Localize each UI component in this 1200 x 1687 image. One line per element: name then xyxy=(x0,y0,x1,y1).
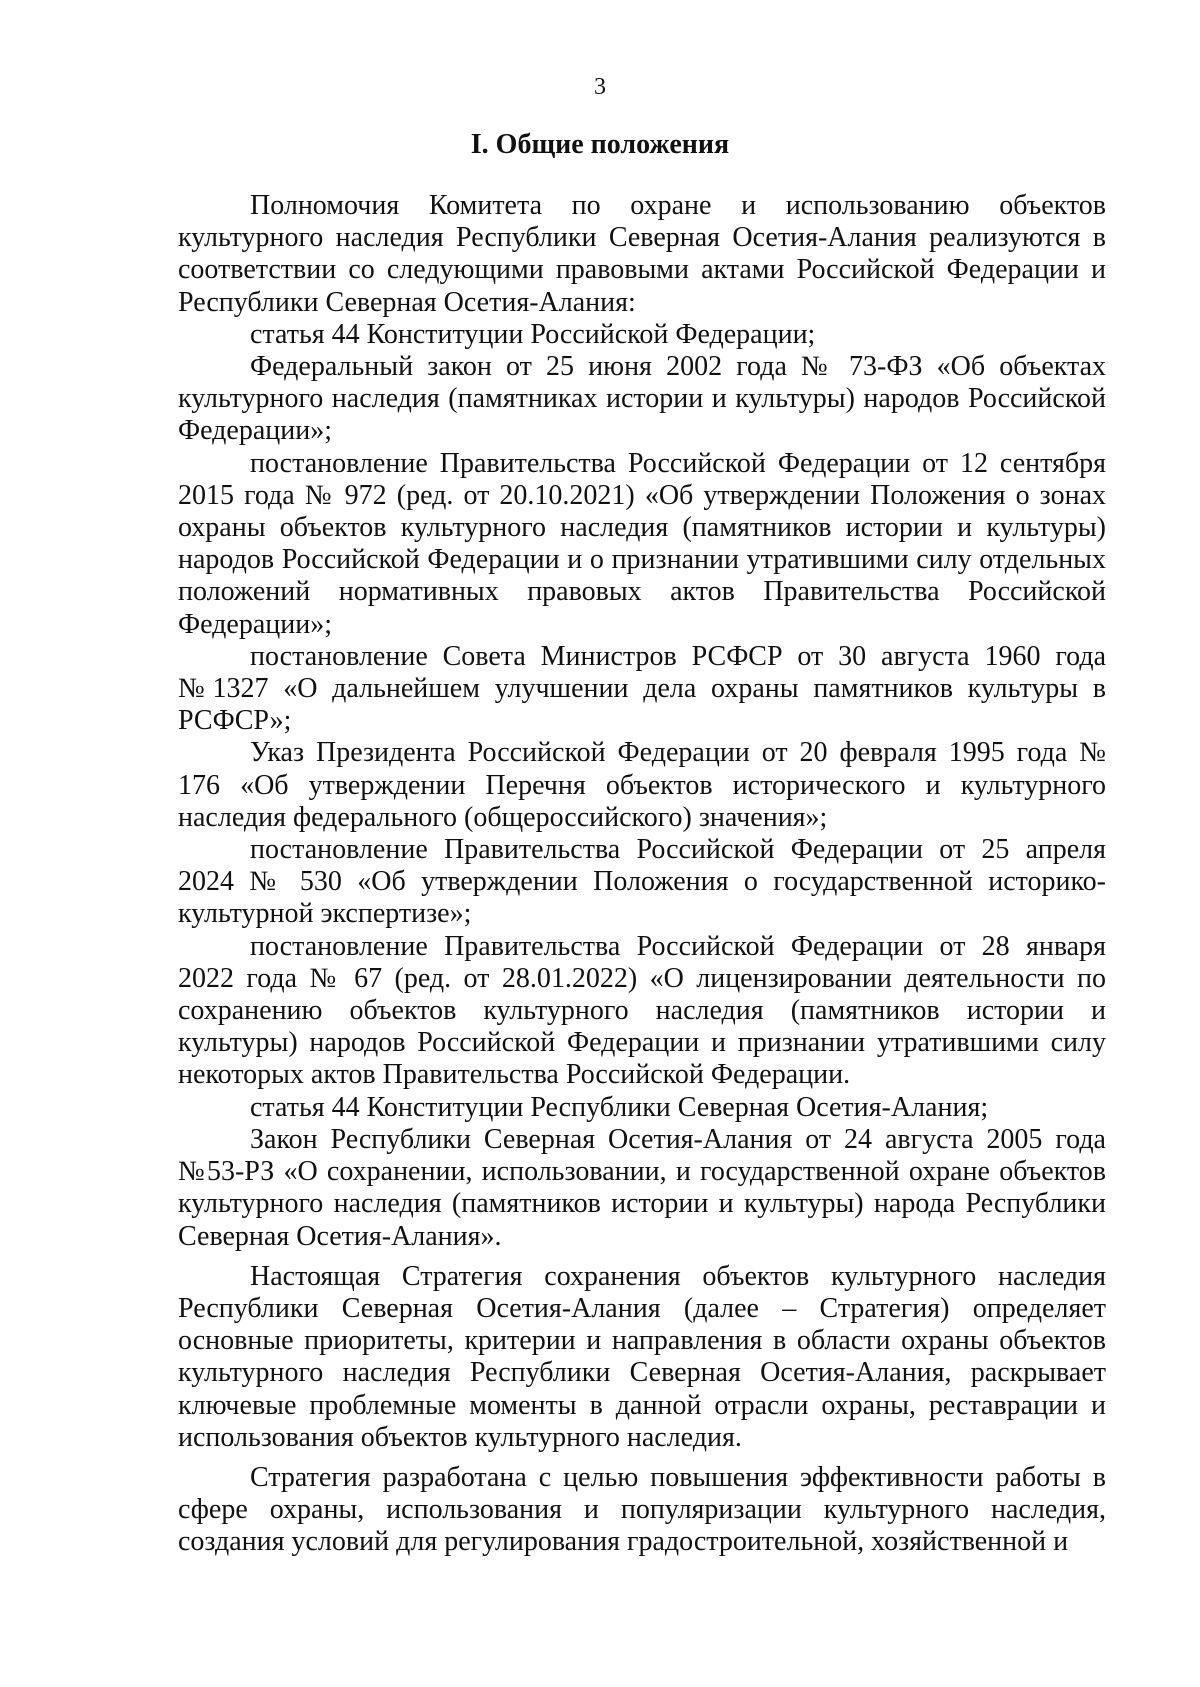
paragraph-federal-law-73: Федеральный закон от 25 июня 2002 года № 73-ФЗ «Об объектах культурного наследия (памятниках истории и культуры) народов Российской Федерации»; xyxy=(178,351,1106,447)
paragraph-strategy-purpose: Настоящая Стратегия сохранения объектов культурного наследия Республики Северная Осетия-Алания (далее – Стратегия) определяет основные приоритеты, критерии и направления в области охраны объектов культурного наследия Республики Северная Осетия-Алания, раскрывает ключевые проблемные моменты в данной отрасли охраны, реставрации и использования объектов культурного наследия. xyxy=(178,1260,1106,1453)
paragraph-strategy-goal: Стратегия разработана с целью повышения эффективности работы в сфере охраны, использования и популяризации культурного наследия, создания условий для регулирования градостроительной, хозяйственной и xyxy=(178,1461,1106,1558)
page-number: 3 xyxy=(594,74,606,100)
paragraph-resolution-972: постановление Правительства Российской Федерации от 12 сентября 2015 года № 972 (ред. от 20.10.2021) «Об утверждении Положения о зонах охраны объектов культурного наследия (памятников истории и культуры) народов Российской Федерации и о признании утратившими силу отдельных положений нормативных правовых актов Правительства Российской Федерации»; xyxy=(178,447,1106,640)
section-heading: I. Общие положения xyxy=(470,129,730,160)
paragraph-authority-intro: Полномочия Комитета по охране и использованию объектов культурного наследия Республики Северная Осетия-Алания реализуются в соответствии со следующими правовыми актами Российской Федерации и Республики Северная Осетия-Алания: xyxy=(178,190,1106,318)
paragraph-constitution-rf: статья 44 Конституции Российской Федерации; xyxy=(250,318,816,350)
paragraph-resolution-1327: постановление Совета Министров РСФСР от 30 августа 1960 года №1327 «О дальнейшем улучшении дела охраны памятников культуры в РСФСР»; xyxy=(178,640,1106,737)
body-text xyxy=(178,190,1106,1559)
paragraph-law-53: Закон Республики Северная Осетия-Алания от 24 августа 2005 года №53-РЗ «О сохранении, использовании, и государственной охране объектов культурного наследия (памятников истории и культуры) народа Республики Северная Осетия-Алания». xyxy=(178,1123,1106,1252)
paragraph-resolution-67: постановление Правительства Российской Федерации от 28 января 2022 года № 67 (ред. от 28.01.2022) «О лицензировании деятельности по сохранению объектов культурного наследия (памятников истории и культуры) народов Российской Федерации и признании утратившими силу некоторых актов Правительства Российской Федерации. xyxy=(178,930,1106,1091)
paragraph-constitution-rso: статья 44 Конституции Республики Северная Осетия-Алания; xyxy=(250,1091,989,1123)
paragraph-resolution-530: постановление Правительства Российской Федерации от 25 апреля 2024 № 530 «Об утверждении Положения о государственной историко-культурной экспертизе»; xyxy=(178,834,1106,930)
paragraph-decree-176: Указ Президента Российской Федерации от 20 февраля 1995 года № 176 «Об утверждении Перечня объектов исторического и культурного наследия федерального (общероссийского) значения»; xyxy=(178,737,1106,833)
